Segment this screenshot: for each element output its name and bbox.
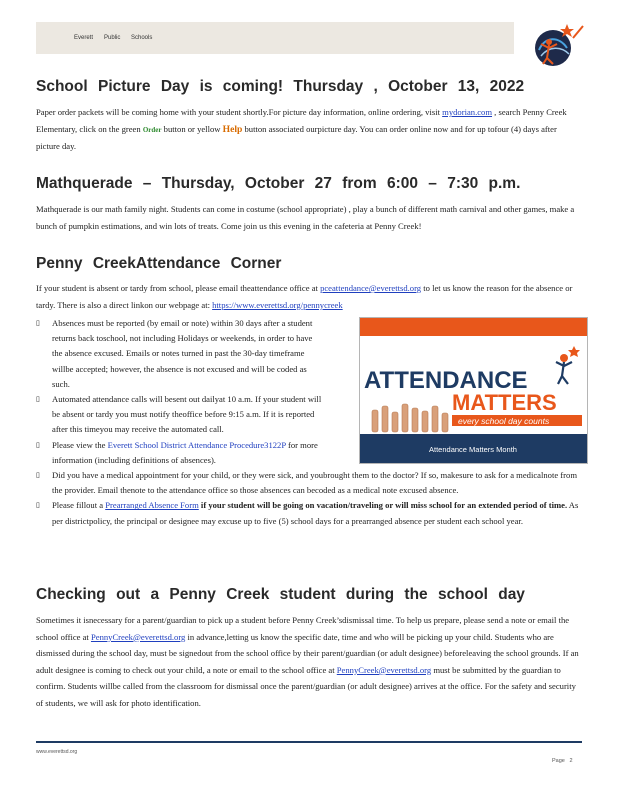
picture-day-heading: School Picture Day is coming! Thursday , October 13, 2022 (36, 78, 525, 95)
matters-word: MATTERS (452, 390, 557, 415)
list-item: ▯ Absences must be reported (by email or note) within 30 days after a student returns back toschool, not including Holidays or weekends, in order to have the absence excused. Emails or notes turned in past the 30-day timeframe willbe accepted; however, the absence is not excused and will be coded as such. (36, 318, 313, 389)
office-email-link[interactable]: PennyCreek@everettsd.org (90, 631, 186, 642)
checkout-paragraph: Sometimes it isnecessary for a parent/guardian to pick up a student before Penny Creek’sdismissal time. To help us prepare, please send a note or email the school office at PennyCreek@everettsd.org in advance,letting us know the specific date, time and who will be picking up your child. Students who are dismissed during the school day, must be signedout from the school office by their parent/guardian (or adult designee) beforeleaving the school grounds. If an adult designee is coming to check out your child, a note or email to the school office at PennyCreek@everettsd.org must be submitted by the guardian to confirm. Students willbe called from the classroom for dismissal once the parent/guardian (or adult designee) arrives at the office. For the safety and security of students, we will ask for photo identification. (36, 615, 579, 708)
header-bar (36, 22, 514, 54)
prearranged-absence-form-link[interactable]: Prearranged Absence Form (105, 500, 199, 511)
nav-link-public[interactable]: Public (104, 35, 121, 41)
attendance-heading: Penny CreekAttendance Corner (36, 255, 282, 272)
list-item: ▯ Automated attendance calls will besent out dailyat 10 a.m. If your student will be absent or tardy you must notify theoffice before 9:15 a.m. If it is reported after this timeyou may receive the automated call. (36, 394, 322, 435)
checkout-heading: Checking out a Penny Creek student during the school day (36, 586, 525, 603)
attendance-matters-image (359, 317, 588, 464)
attendance-email-link[interactable]: pceattendance@everettsd.org (320, 283, 422, 293)
attendance-matters-graphic (360, 318, 587, 463)
tagline-text: every school day counts (458, 416, 550, 426)
nav-link-schools[interactable]: Schools (131, 35, 153, 41)
office-email-link-2[interactable]: PennyCreek@everettsd.org (336, 664, 432, 675)
list-item: ▯ Please fillout a Prearranged Absence Form if your student will be going on vacation/traveling or will miss school for an extended period of time. As per districtpolicy, the principal or designee may excuse up to five (5) school days for a prearranged absence per student each school year. (36, 500, 579, 526)
district-logo-icon (527, 18, 585, 70)
image-caption: Attendance Matters Month (429, 445, 517, 454)
footer-website: www.everettsd.org (36, 749, 78, 755)
attendance-word: ATTENDANCE (364, 367, 528, 394)
attendance-procedure-link[interactable]: Everett School District Attendance Procedure3122P (107, 439, 286, 450)
mydorian-link[interactable]: mydorian.com (442, 107, 493, 117)
nav-link-everett[interactable]: Everett (74, 35, 94, 41)
page-number: Page 2 (552, 758, 573, 764)
list-item: ▯ Did you have a medical appointment for your child, or they were sick, and youbrought them to the doctor? If so, makesure to ask for a medicalnote from the provider. Email thenote to the attendance office so those absences can becoded as a medical note excused absence. (36, 470, 578, 496)
help-label: Help (222, 123, 243, 135)
order-label: Order (142, 125, 162, 134)
mathquerade-paragraph: Mathquerade is our math family night. Students can come in costume (school appropriate) , play a bunch of different math carnival and other games, make a bunch of pumpkin estimations, and win lots of treats. Come join us this evening in the cafeteria at Penny Creek! (36, 204, 575, 231)
picture-day-paragraph: Paper order packets will be coming home with your student shortly.For picture day information, online ordering, visit mydorian.com , search Penny Creek Elementary, click on the green Order button or yellow Help button associated ourpicture day. You can order online now and for up tofour (4) days after picture day. (36, 107, 567, 151)
pennycreek-url-link[interactable]: https://www.everettsd.org/pennycreek (212, 299, 343, 310)
list-item: ▯ Please view the Everett School District Attendance Procedure3122P for more information (including definitions of absences). (36, 439, 318, 465)
mathquerade-heading: Mathquerade – Thursday, October 27 from 6:00 – 7:30 p.m. (36, 175, 521, 192)
footer-divider (36, 741, 582, 743)
attendance-intro: If your student is absent or tardy from school, please email theattendance office at pceattendance@everettsd.org to let us know the reason for the absence or tardy. There is also a direct linkon our webpage at: https://www.everettsd.org/pennycreek (36, 283, 573, 310)
